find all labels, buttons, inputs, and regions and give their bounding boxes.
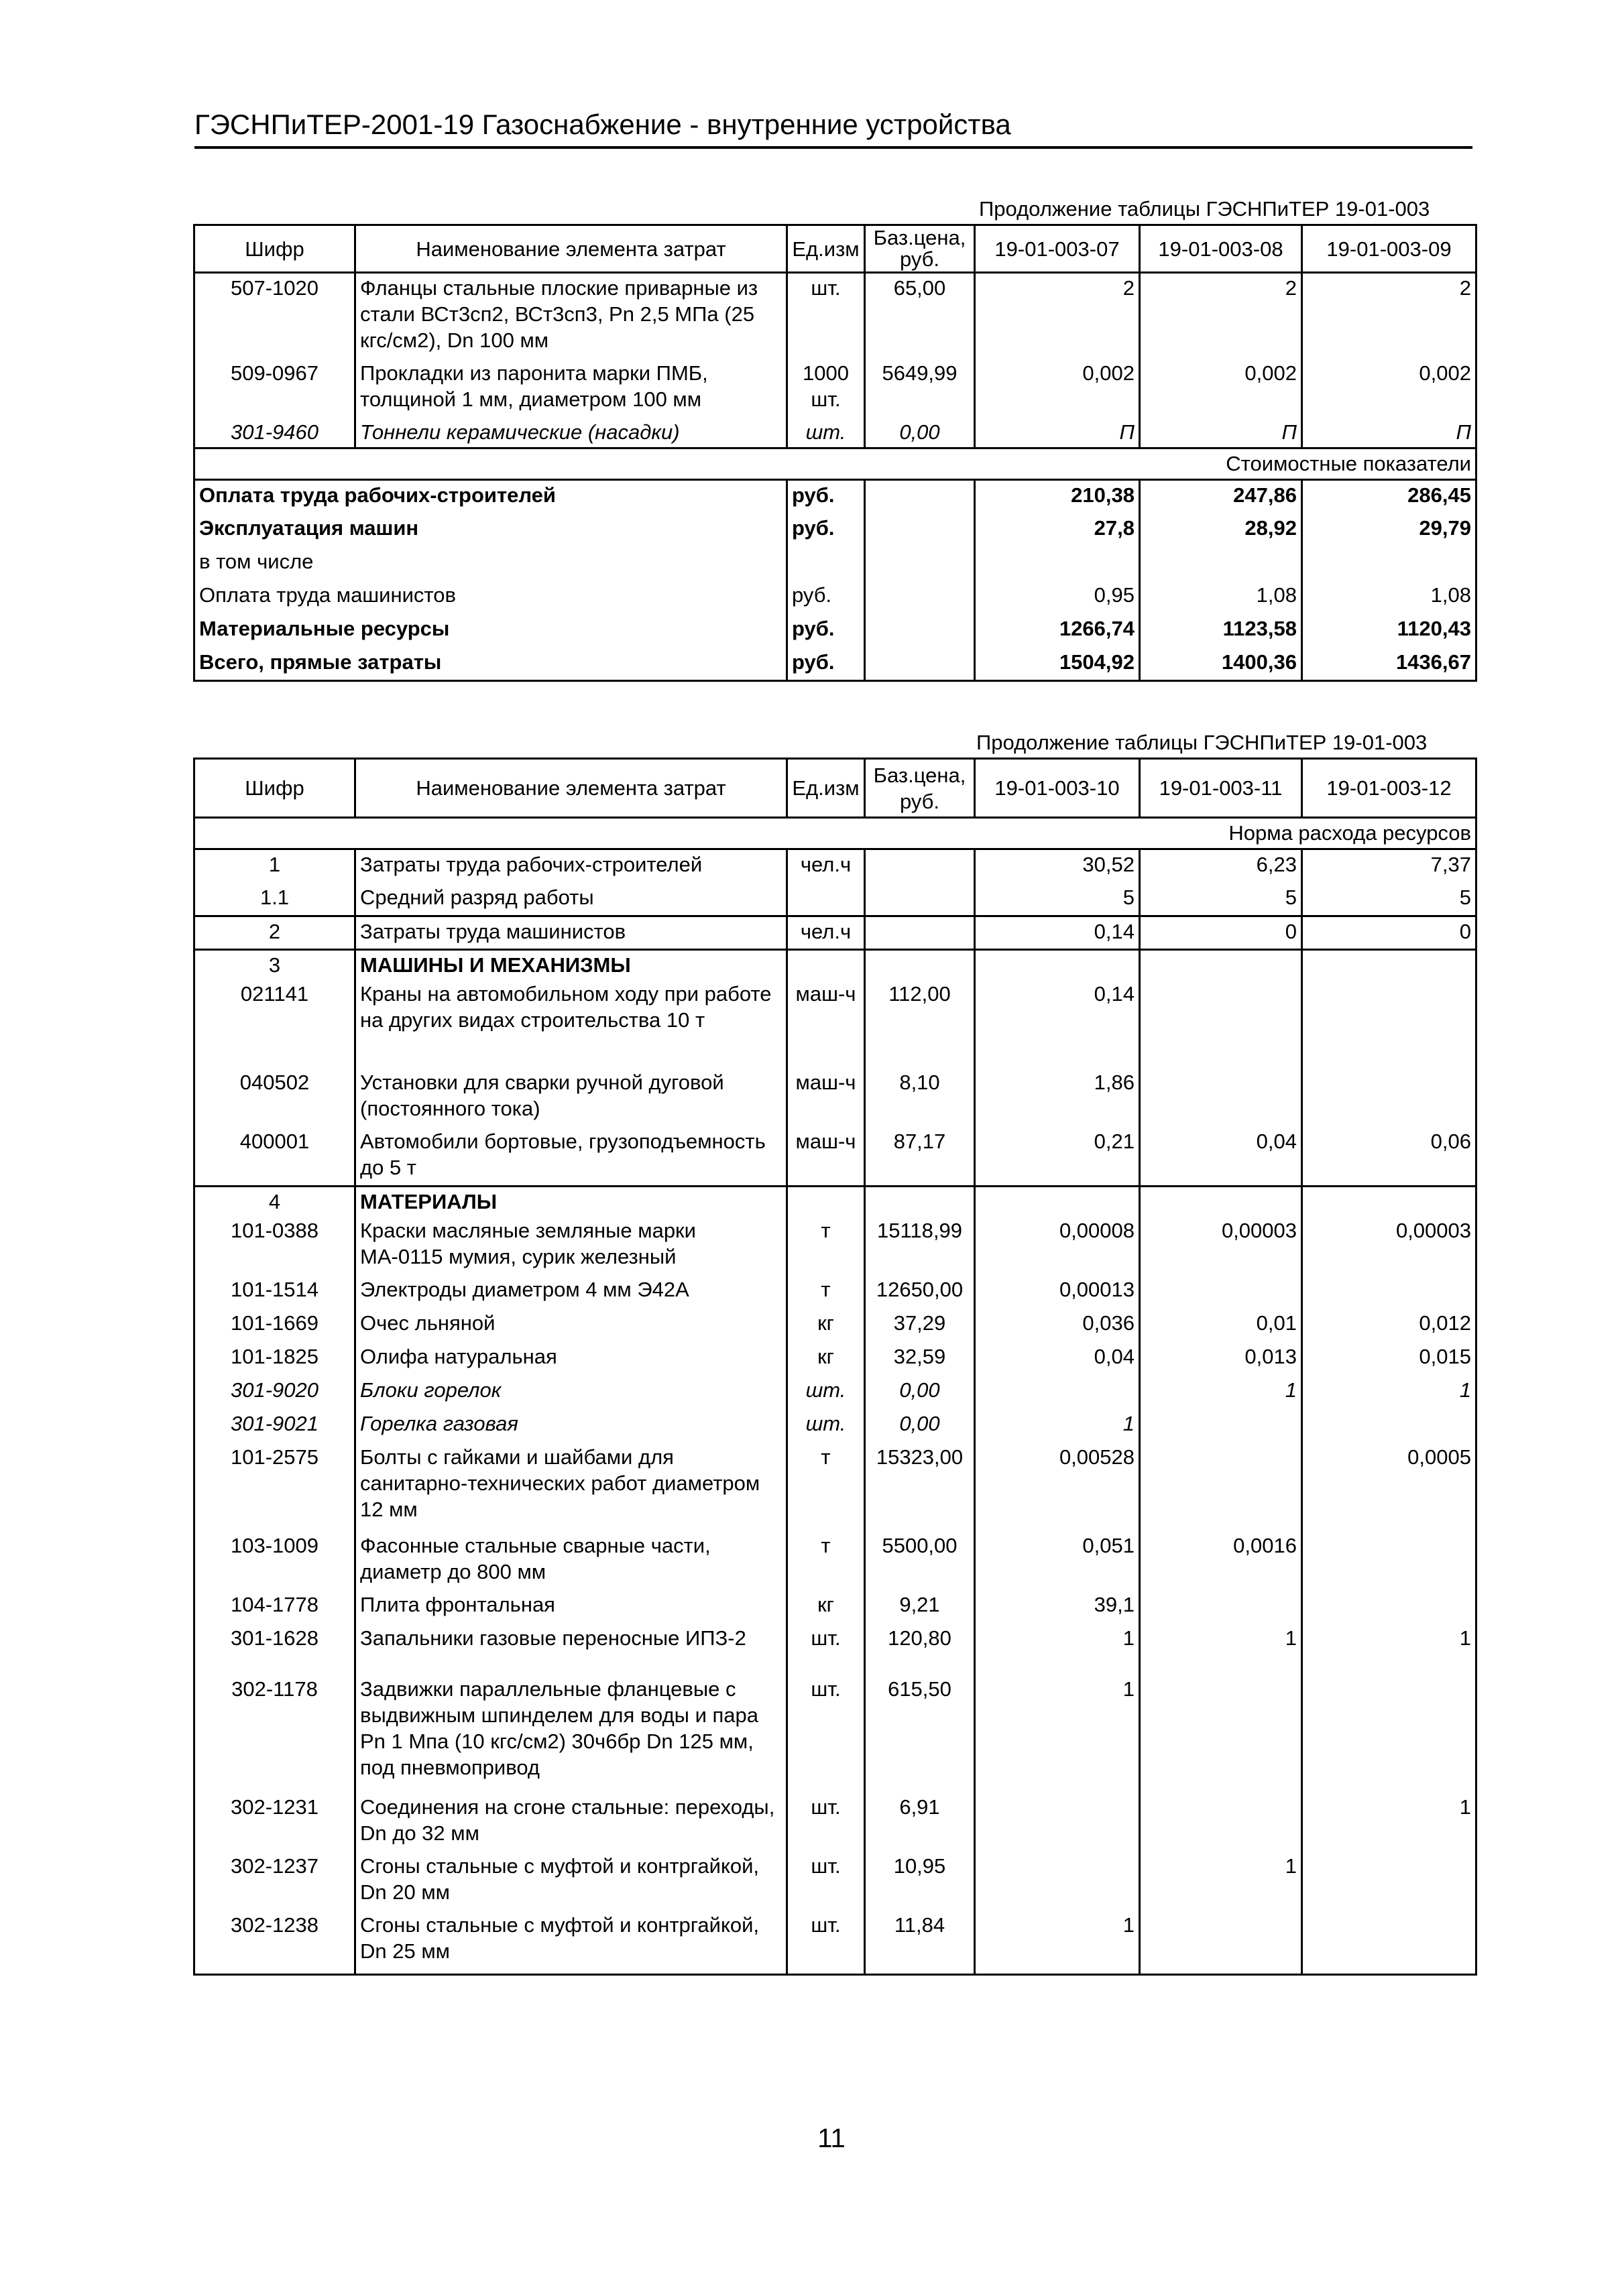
row-price: 12650,00 — [865, 1275, 975, 1309]
row-value-12 — [1302, 1531, 1476, 1590]
table2 — [193, 758, 1477, 1976]
row-price — [865, 849, 975, 883]
row-name: Запальники газовые переносные ИПЗ-2 — [355, 1624, 787, 1675]
row-price: 10,95 — [865, 1852, 975, 1911]
row-code: 1.1 — [194, 883, 355, 916]
row-code: 4 — [194, 1186, 355, 1216]
row-unit: 1000 шт. — [787, 359, 865, 418]
cost-row — [194, 547, 1476, 581]
row-unit: т — [787, 1216, 865, 1275]
row-code: 040502 — [194, 1068, 355, 1127]
row-name: Плита фронтальная — [355, 1590, 787, 1624]
row-price: 65,00 — [865, 273, 975, 359]
table-row — [194, 849, 1476, 883]
row-name: Сгоны стальные с муфтой и контргайкой, Dn 20 мм — [355, 1852, 787, 1911]
row-value-10: 0,036 — [975, 1309, 1140, 1342]
row-value-08: 2 — [1140, 273, 1302, 359]
table-row — [194, 1624, 1476, 1675]
row-name: Горелка газовая — [355, 1409, 787, 1443]
row-price: 37,29 — [865, 1309, 975, 1342]
cost-value-07: 27,8 — [975, 513, 1140, 547]
row-value-11 — [1140, 1590, 1302, 1624]
row-value-12 — [1302, 1911, 1476, 1975]
row-value-09: 2 — [1302, 273, 1476, 359]
row-unit: шт. — [787, 1376, 865, 1409]
row-code: 3 — [194, 950, 355, 980]
col-header-12: 19-01-003-12 — [1302, 759, 1476, 818]
row-unit: т — [787, 1531, 865, 1590]
cost-name: Оплата труда рабочих-строителей — [194, 480, 787, 513]
row-price: 11,84 — [865, 1911, 975, 1975]
row-unit: кг — [787, 1309, 865, 1342]
row-code: 509-0967 — [194, 359, 355, 418]
cost-value-08: 247,86 — [1140, 480, 1302, 513]
col-header-name: Наименование элемента затрат — [355, 759, 787, 818]
table1-header-row — [194, 225, 1476, 273]
row-value-12 — [1302, 1275, 1476, 1309]
table-row — [194, 1531, 1476, 1590]
row-price: 0,00 — [865, 1409, 975, 1443]
row-value-12 — [1302, 1068, 1476, 1127]
row-value-10: 39,1 — [975, 1590, 1140, 1624]
row-code: 302-1237 — [194, 1852, 355, 1911]
row-name: Фасонные стальные сварные части, диаметр до 800 мм — [355, 1531, 787, 1590]
row-code: 101-2575 — [194, 1443, 355, 1531]
row-name: Тоннели керамические (насадки) — [355, 418, 787, 448]
row-value-09: 0,002 — [1302, 359, 1476, 418]
row-unit — [787, 883, 865, 916]
row-value-10: 0,21 — [975, 1127, 1140, 1186]
row-name: Затраты труда рабочих-строителей — [355, 849, 787, 883]
table2-caption: Продолжение таблицы ГЭСНПиТЕР 19-01-003 — [976, 731, 1428, 754]
row-value-11: 0,01 — [1140, 1309, 1302, 1342]
row-value-12: 0 — [1302, 916, 1476, 950]
row-name: Автомобили бортовые, грузоподъемность до 5 т — [355, 1127, 787, 1186]
row-price: 87,17 — [865, 1127, 975, 1186]
table2-header-row — [194, 759, 1476, 818]
cost-value-07: 1266,74 — [975, 614, 1140, 648]
row-code: 104-1778 — [194, 1590, 355, 1624]
cost-value-08: 28,92 — [1140, 513, 1302, 547]
row-unit: маш-ч — [787, 1068, 865, 1127]
row-code: 507-1020 — [194, 273, 355, 359]
row-value-11 — [1140, 1275, 1302, 1309]
section-band — [194, 448, 1476, 480]
row-value-08: 0,002 — [1140, 359, 1302, 418]
table-row — [194, 883, 1476, 916]
row-value-07: П — [975, 418, 1140, 448]
row-unit: т — [787, 1275, 865, 1309]
cost-value-09: 286,45 — [1302, 480, 1476, 513]
table-row — [194, 1793, 1476, 1852]
row-code: 301-9021 — [194, 1409, 355, 1443]
row-unit: кг — [787, 1590, 865, 1624]
row-value-12: 0,00003 — [1302, 1216, 1476, 1275]
row-name: Соединения на сгоне стальные: переходы, Dn до 32 мм — [355, 1793, 787, 1852]
row-code: 101-1825 — [194, 1342, 355, 1376]
table-row — [194, 1309, 1476, 1342]
row-value-10: 0,00013 — [975, 1275, 1140, 1309]
row-code: 301-1628 — [194, 1624, 355, 1675]
row-value-11 — [1140, 1068, 1302, 1127]
row-name: Фланцы стальные плоские приварные из стали ВСт3сп2, ВСт3сп3, Рn 2,5 МПа (25 кгс/см2), Dn 100 мм — [355, 273, 787, 359]
row-value-10: 0,14 — [975, 979, 1140, 1068]
row-value-12: 0,06 — [1302, 1127, 1476, 1186]
row-code: 101-1514 — [194, 1275, 355, 1309]
row-name: Сгоны стальные с муфтой и контргайкой, Dn 25 мм — [355, 1911, 787, 1975]
row-value-11: 1 — [1140, 1624, 1302, 1675]
row-code: 301-9020 — [194, 1376, 355, 1409]
row-value-11 — [1140, 1911, 1302, 1975]
row-unit: шт. — [787, 1911, 865, 1975]
col-header-code: Шифр — [194, 759, 355, 818]
table-row — [194, 1675, 1476, 1793]
cost-unit: руб. — [787, 614, 865, 648]
row-value-12: 0,012 — [1302, 1309, 1476, 1342]
row-value-11: 5 — [1140, 883, 1302, 916]
cost-name: Оплата труда машинистов — [194, 581, 787, 614]
row-name: Установки для сварки ручной дуговой (постоянного тока) — [355, 1068, 787, 1127]
row-value-12 — [1302, 1590, 1476, 1624]
row-value-12: 1 — [1302, 1793, 1476, 1852]
row-value-10: 1 — [975, 1675, 1140, 1793]
cost-value-09: 1436,67 — [1302, 648, 1476, 681]
row-code: 2 — [194, 916, 355, 950]
row-code: 302-1238 — [194, 1911, 355, 1975]
cost-row — [194, 513, 1476, 547]
row-value-12 — [1302, 1852, 1476, 1911]
row-unit: кг — [787, 1342, 865, 1376]
cost-row — [194, 480, 1476, 513]
cost-value-08: 1,08 — [1140, 581, 1302, 614]
row-unit: шт. — [787, 418, 865, 448]
col-header-code: Шифр — [194, 225, 355, 273]
row-price: 8,10 — [865, 1068, 975, 1127]
col-header-name: Наименование элемента затрат — [355, 225, 787, 273]
row-code: 101-1669 — [194, 1309, 355, 1342]
row-price — [865, 883, 975, 916]
row-name: Средний разряд работы — [355, 883, 787, 916]
cost-value-09: 1,08 — [1302, 581, 1476, 614]
cost-name: Всего, прямые затраты — [194, 648, 787, 681]
cost-value-09: 29,79 — [1302, 513, 1476, 547]
section-header-row — [194, 950, 1476, 980]
row-value-10: 1 — [975, 1624, 1140, 1675]
row-unit: чел.ч — [787, 849, 865, 883]
row-name: Электроды диаметром 4 мм Э42А — [355, 1275, 787, 1309]
row-value-10: 0,00008 — [975, 1216, 1140, 1275]
row-value-12: 1 — [1302, 1624, 1476, 1675]
row-unit: маш-ч — [787, 979, 865, 1068]
row-value-11: 0,00003 — [1140, 1216, 1302, 1275]
row-value-12 — [1302, 1409, 1476, 1443]
section-title-machines: МАШИНЫ И МЕХАНИЗМЫ — [355, 950, 787, 980]
row-value-11 — [1140, 979, 1302, 1068]
col-header-price: Баз.цена, руб. — [865, 225, 975, 273]
row-value-12: 0,0005 — [1302, 1443, 1476, 1531]
row-value-12 — [1302, 1675, 1476, 1793]
cost-value-07: 0,95 — [975, 581, 1140, 614]
section-header-row — [194, 1186, 1476, 1216]
table-row — [194, 1911, 1476, 1975]
row-code: 101-0388 — [194, 1216, 355, 1275]
col-header-unit: Ед.изм — [787, 225, 865, 273]
cost-value-09: 1120,43 — [1302, 614, 1476, 648]
row-code: 103-1009 — [194, 1531, 355, 1590]
row-value-11: 0,0016 — [1140, 1531, 1302, 1590]
table-row — [194, 979, 1476, 1068]
row-price: 5649,99 — [865, 359, 975, 418]
row-value-12: 5 — [1302, 883, 1476, 916]
section-title-materials: МАТЕРИАЛЫ — [355, 1186, 787, 1216]
row-price: 15118,99 — [865, 1216, 975, 1275]
cost-row — [194, 581, 1476, 614]
cost-unit: руб. — [787, 480, 865, 513]
row-unit: шт. — [787, 1852, 865, 1911]
row-code: 301-9460 — [194, 418, 355, 448]
row-price: 32,59 — [865, 1342, 975, 1376]
row-name: Болты с гайками и шайбами для санитарно-технических работ диаметром 12 мм — [355, 1443, 787, 1531]
table-row — [194, 359, 1476, 418]
row-value-10: 1,86 — [975, 1068, 1140, 1127]
row-name: Задвижки параллельные фланцевые с выдвижным шпинделем для воды и пара Рn 1 Мпа (10 кгс/см2) 30ч6бр Dn 125 мм, под пневмопривод — [355, 1675, 787, 1793]
row-unit: шт. — [787, 1793, 865, 1852]
row-name: Краны на автомобильном ходу при работе на других видах строительства 10 т — [355, 979, 787, 1068]
table-row — [194, 273, 1476, 359]
table-row — [194, 1590, 1476, 1624]
table-row — [194, 1068, 1476, 1127]
row-name: Очес льняной — [355, 1309, 787, 1342]
row-code: 021141 — [194, 979, 355, 1068]
table-row — [194, 1216, 1476, 1275]
table-row — [194, 1443, 1476, 1531]
row-value-12 — [1302, 979, 1476, 1068]
row-value-10: 30,52 — [975, 849, 1140, 883]
row-value-07: 0,002 — [975, 359, 1140, 418]
row-code: 400001 — [194, 1127, 355, 1186]
col-header-price: Баз.цена, руб. — [865, 759, 975, 818]
row-value-11: 0 — [1140, 916, 1302, 950]
row-price — [865, 916, 975, 950]
row-price: 0,00 — [865, 1376, 975, 1409]
row-unit: шт. — [787, 1675, 865, 1793]
row-name: Олифа натуральная — [355, 1342, 787, 1376]
cost-unit: руб. — [787, 581, 865, 614]
row-price: 5500,00 — [865, 1531, 975, 1590]
col-header-07: 19-01-003-07 — [975, 225, 1140, 273]
table1-caption: Продолжение таблицы ГЭСНПиТЕР 19-01-003 — [979, 197, 1430, 221]
col-header-09: 19-01-003-09 — [1302, 225, 1476, 273]
row-value-10: 5 — [975, 883, 1140, 916]
row-code: 302-1178 — [194, 1675, 355, 1793]
row-name: Блоки горелок — [355, 1376, 787, 1409]
section-band — [194, 818, 1476, 849]
row-value-11: 0,013 — [1140, 1342, 1302, 1376]
row-name: Краски масляные земляные марки МА-0115 мумия, сурик железный — [355, 1216, 787, 1275]
row-value-11: 0,04 — [1140, 1127, 1302, 1186]
col-header-11: 19-01-003-11 — [1140, 759, 1302, 818]
row-value-11 — [1140, 1409, 1302, 1443]
cost-unit: руб. — [787, 513, 865, 547]
row-price: 0,00 — [865, 418, 975, 448]
row-code: 302-1231 — [194, 1793, 355, 1852]
row-unit: шт. — [787, 1409, 865, 1443]
row-value-11 — [1140, 1793, 1302, 1852]
col-header-08: 19-01-003-08 — [1140, 225, 1302, 273]
row-value-12: 7,37 — [1302, 849, 1476, 883]
row-value-10: 1 — [975, 1911, 1140, 1975]
row-unit: чел.ч — [787, 916, 865, 950]
table-row — [194, 1342, 1476, 1376]
row-value-11 — [1140, 1675, 1302, 1793]
table-row — [194, 1376, 1476, 1409]
row-value-11: 6,23 — [1140, 849, 1302, 883]
row-unit: т — [787, 1443, 865, 1531]
table-row — [194, 1127, 1476, 1186]
row-value-10: 0,00528 — [975, 1443, 1140, 1531]
cost-unit: руб. — [787, 648, 865, 681]
row-value-12: 1 — [1302, 1376, 1476, 1409]
cost-value-07: 1504,92 — [975, 648, 1140, 681]
cost-name: в том числе — [194, 547, 787, 581]
page-number: 11 — [817, 2124, 846, 2153]
row-value-10: 0,14 — [975, 916, 1140, 950]
row-value-11 — [1140, 1443, 1302, 1531]
cost-row — [194, 614, 1476, 648]
resource-norm-label: Норма расхода ресурсов — [194, 818, 1476, 849]
row-unit: маш-ч — [787, 1127, 865, 1186]
cost-row — [194, 648, 1476, 681]
col-header-10: 19-01-003-10 — [975, 759, 1140, 818]
row-value-08: П — [1140, 418, 1302, 448]
row-price: 120,80 — [865, 1624, 975, 1675]
table-row — [194, 1852, 1476, 1911]
row-code: 1 — [194, 849, 355, 883]
cost-value-08: 1123,58 — [1140, 614, 1302, 648]
row-value-12: 0,015 — [1302, 1342, 1476, 1376]
cost-name: Материальные ресурсы — [194, 614, 787, 648]
table-row — [194, 1275, 1476, 1309]
row-price: 9,21 — [865, 1590, 975, 1624]
row-value-11: 1 — [1140, 1376, 1302, 1409]
cost-value-08: 1400,36 — [1140, 648, 1302, 681]
row-value-07: 2 — [975, 273, 1140, 359]
row-value-09: П — [1302, 418, 1476, 448]
table-row — [194, 916, 1476, 950]
page-header: ГЭСНПиТЕР-2001-19 Газоснабжение - внутренние устройства — [194, 107, 1472, 149]
cost-value-07: 210,38 — [975, 480, 1140, 513]
row-price: 6,91 — [865, 1793, 975, 1852]
row-value-10 — [975, 1793, 1140, 1852]
row-value-11: 1 — [1140, 1852, 1302, 1911]
col-header-unit: Ед.изм — [787, 759, 865, 818]
row-unit: шт. — [787, 273, 865, 359]
row-price: 615,50 — [865, 1675, 975, 1793]
table-row — [194, 1409, 1476, 1443]
table-row — [194, 418, 1476, 448]
row-name: Прокладки из паронита марки ПМБ, толщиной 1 мм, диаметром 100 мм — [355, 359, 787, 418]
row-value-10 — [975, 1852, 1140, 1911]
row-value-10: 0,04 — [975, 1342, 1140, 1376]
row-value-10: 0,051 — [975, 1531, 1140, 1590]
table1 — [193, 224, 1477, 682]
row-name: Затраты труда машинистов — [355, 916, 787, 950]
cost-name: Эксплуатация машин — [194, 513, 787, 547]
row-value-10 — [975, 1376, 1140, 1409]
row-value-10: 1 — [975, 1409, 1140, 1443]
row-price: 15323,00 — [865, 1443, 975, 1531]
row-price: 112,00 — [865, 979, 975, 1068]
row-unit: шт. — [787, 1624, 865, 1675]
cost-indicators-label: Стоимостные показатели — [194, 448, 1476, 480]
